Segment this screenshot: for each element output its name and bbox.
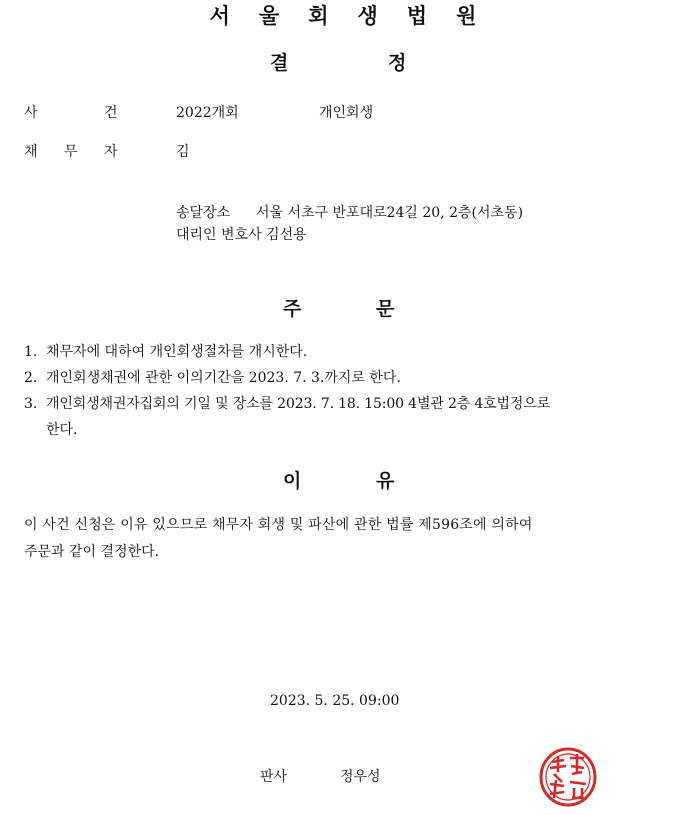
court-name-char: 서 — [209, 4, 231, 28]
doc-title-char2: 정 — [388, 52, 407, 74]
service-address: 서울 서초구 반포대로24길 20, 2층(서초동) — [256, 205, 524, 221]
court-name-char: 법 — [406, 4, 429, 28]
court-name-char: 회 — [308, 4, 330, 28]
reason-text-line1: 이 사건 신청은 이유 있으므로 채무자 회생 및 파산에 관한 법률 제596조에 의하여 — [24, 517, 533, 533]
debtor-name: 김 — [176, 144, 190, 160]
debtor-label-char1: 채 — [24, 144, 38, 160]
order-item-continuation: 한다. — [46, 422, 78, 438]
order-item — [24, 341, 307, 361]
order-item-text: 개인회생채권자집회의 기일 및 장소를 2023. 7. 18. 15:00 4별관 2층 4호법정으로 — [46, 396, 551, 412]
order-item-text: 개인회생채권에 관한 이의기간을 2023. 7. 3.까지로 한다. — [46, 370, 401, 386]
order-item-number: 1. — [24, 344, 38, 360]
service-address-label: 송달장소 — [176, 205, 231, 221]
case-label-char1: 사 — [24, 105, 38, 121]
reason-heading-char1: 이 — [283, 470, 302, 492]
order-item-number: 3. — [24, 396, 38, 412]
order-heading-char2: 문 — [376, 298, 395, 320]
order-item-number: 2. — [24, 370, 38, 386]
reason-text-line2: 주문과 같이 결정한다. — [24, 544, 160, 560]
order-item — [24, 367, 401, 387]
judge-name: 정우성 — [340, 769, 381, 785]
court-name-char: 원 — [456, 4, 478, 28]
order-heading-char1: 주 — [283, 298, 302, 320]
court-name — [0, 0, 687, 30]
case-number: 2022개회 — [176, 105, 239, 121]
debtor-label-char2: 무 — [64, 144, 78, 160]
court-name-char: 울 — [258, 4, 281, 28]
decision-date: 2023. 5. 25. 09:00 — [270, 693, 400, 709]
judge-title: 판사 — [260, 769, 288, 785]
court-seal-icon — [538, 742, 598, 808]
reason-heading-char2: 유 — [376, 470, 395, 492]
legal-agent: 대리인 변호사 김선용 — [176, 227, 307, 243]
case-type: 개인회생 — [319, 105, 374, 121]
court-name-char: 생 — [357, 4, 379, 28]
doc-title-char1: 결 — [270, 52, 289, 74]
case-label-char2: 건 — [104, 105, 118, 121]
order-item — [24, 393, 550, 413]
order-item-text: 채무자에 대하여 개인회생절차를 개시한다. — [46, 344, 308, 360]
debtor-label-char3: 자 — [104, 144, 118, 160]
